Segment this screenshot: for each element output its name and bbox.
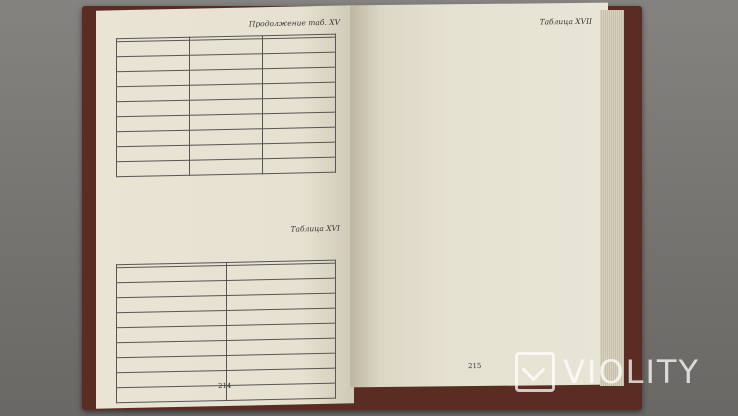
text-line — [364, 214, 594, 216]
text-line — [364, 240, 594, 242]
table-cell — [117, 85, 190, 102]
table-cell — [263, 82, 336, 99]
table-cell — [263, 52, 336, 69]
table-cell — [190, 54, 263, 71]
text-line — [364, 231, 594, 233]
text-line — [364, 223, 594, 225]
left-page — [96, 5, 354, 408]
text-line — [364, 156, 594, 158]
text-line — [364, 248, 594, 250]
table-cell — [263, 67, 336, 84]
page-number: 214 — [218, 381, 232, 391]
text-line — [364, 298, 594, 300]
table-cell — [190, 114, 263, 131]
table-cell — [263, 157, 336, 174]
text-line — [364, 198, 594, 200]
watermark-text: VIOLITY — [563, 353, 700, 391]
text-line — [364, 80, 594, 82]
text-line — [364, 88, 594, 90]
text-line — [364, 63, 594, 65]
table-cell — [190, 99, 263, 116]
text-line — [364, 265, 594, 267]
table-cell — [117, 115, 190, 132]
table-cell — [263, 112, 336, 129]
text-line — [364, 307, 594, 309]
intro-text — [364, 43, 594, 45]
text-line — [364, 164, 594, 166]
text-line — [364, 181, 594, 183]
text-line — [364, 332, 594, 334]
right-page — [350, 3, 608, 388]
section-title — [106, 240, 344, 245]
text-line — [364, 349, 594, 351]
text-line — [364, 324, 594, 326]
text-line — [364, 315, 594, 317]
table-cell — [263, 127, 336, 144]
table-cell — [190, 159, 263, 176]
table-label: Таблица XVI — [290, 223, 340, 234]
text-line — [364, 206, 594, 208]
text-line — [364, 147, 594, 149]
table-cell — [117, 40, 190, 57]
table-row — [117, 157, 336, 177]
table-cell — [263, 142, 336, 159]
text-line — [364, 130, 594, 132]
text-line — [364, 282, 594, 284]
table-cell — [117, 385, 227, 402]
text-line — [364, 172, 594, 174]
page-number: 215 — [468, 361, 482, 371]
text-line — [364, 55, 594, 57]
watermark — [515, 352, 700, 392]
table-cell — [190, 84, 263, 101]
violity-logo-icon — [515, 352, 555, 392]
table-cell — [263, 97, 336, 114]
text-line — [364, 256, 594, 258]
table-cell — [117, 70, 190, 87]
table-cell — [263, 37, 336, 54]
table-cell — [117, 55, 190, 72]
text-line — [364, 97, 594, 99]
table-cell — [117, 145, 190, 162]
section-title — [362, 27, 598, 29]
table-cell — [190, 39, 263, 56]
page-edges — [600, 10, 624, 386]
table-cell — [117, 100, 190, 117]
table-cell — [117, 160, 190, 177]
table-cell — [226, 383, 336, 400]
table-cell — [117, 130, 190, 147]
table-cell — [190, 144, 263, 161]
running-head: Продолжение таб. XV — [248, 17, 340, 29]
table-gods-days — [116, 34, 336, 178]
text-line — [364, 340, 594, 342]
text-line — [364, 290, 594, 292]
text-line — [364, 72, 594, 74]
table-cell — [190, 69, 263, 86]
text-line — [364, 139, 594, 141]
table-label: Таблица XVII — [539, 16, 592, 27]
text-line — [364, 273, 594, 275]
text-line — [364, 114, 594, 116]
text-line — [364, 189, 594, 191]
table-cell — [190, 129, 263, 146]
text-line — [364, 122, 594, 124]
text-line — [364, 105, 594, 107]
